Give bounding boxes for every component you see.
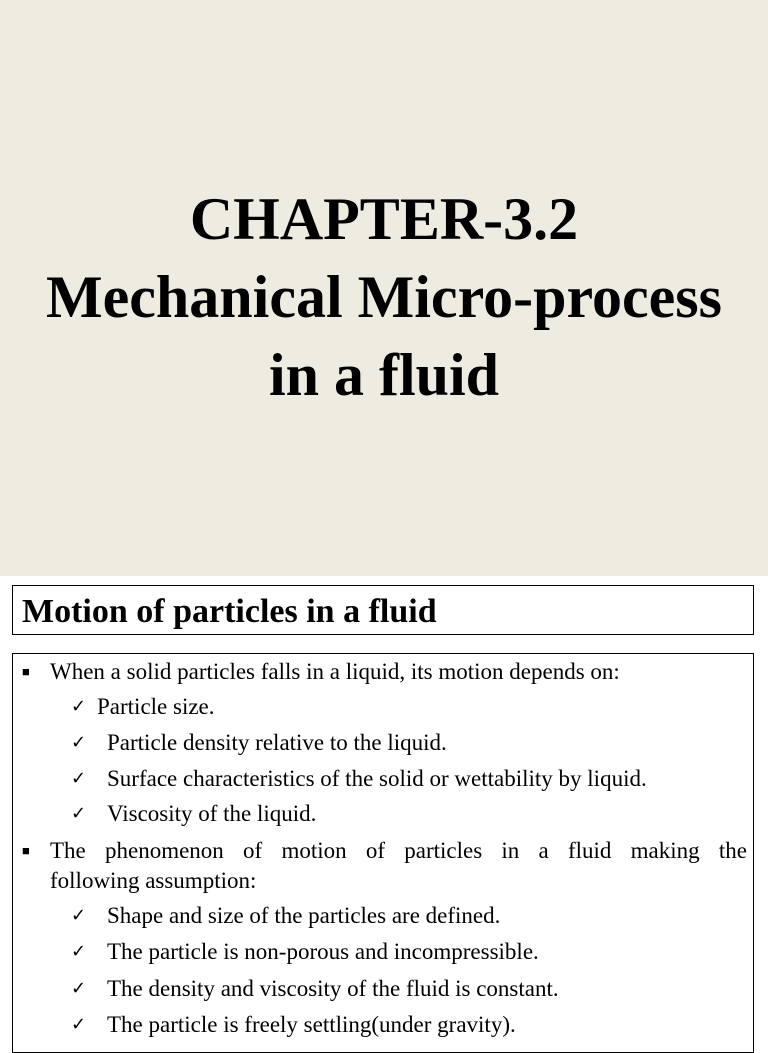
checkmark-icon: ✓ — [71, 941, 87, 962]
checkmark-icon: ✓ — [71, 732, 87, 753]
checkmark-icon: ✓ — [71, 905, 87, 926]
square-bullet-icon: ■ — [22, 843, 30, 858]
list-item: Shape and size of the particles are defined. — [107, 903, 501, 928]
chapter-title — [0, 180, 768, 414]
list-item: The particle is freely settling(under gravity). — [107, 1012, 516, 1037]
checkmark-icon: ✓ — [71, 696, 87, 717]
bullet-text: When a solid particles falls in a liquid, its motion depends on: — [50, 659, 620, 684]
list-item: Particle size. — [97, 694, 215, 719]
slide-heading: Motion of particles in a fluid — [22, 593, 437, 630]
checkmark-icon: ✓ — [71, 768, 87, 789]
bullet-text: The phenomenon of motion of particles in a fluid making the — [50, 838, 747, 863]
heading-box — [12, 585, 754, 635]
list-item: The density and viscosity of the fluid is constant. — [107, 976, 559, 1001]
title-line-1: CHAPTER-3.2 — [189, 186, 579, 252]
content-box — [12, 653, 754, 1053]
list-item: Particle density relative to the liquid. — [107, 730, 447, 755]
checkmark-icon: ✓ — [71, 803, 87, 824]
title-line-3: in a fluid — [268, 342, 500, 408]
checkmark-icon: ✓ — [71, 1014, 87, 1035]
list-item: Surface characteristics of the solid or wettability by liquid. — [107, 766, 647, 791]
title-line-2: Mechanical Micro-process — [46, 264, 722, 330]
content-slide — [0, 576, 768, 1037]
bullet-text-continued: following assumption: — [50, 868, 257, 893]
square-bullet-icon: ■ — [22, 664, 30, 679]
list-item: The particle is non-porous and incompressible. — [107, 939, 539, 964]
checkmark-icon: ✓ — [71, 978, 87, 999]
list-item: Viscosity of the liquid. — [107, 801, 317, 826]
